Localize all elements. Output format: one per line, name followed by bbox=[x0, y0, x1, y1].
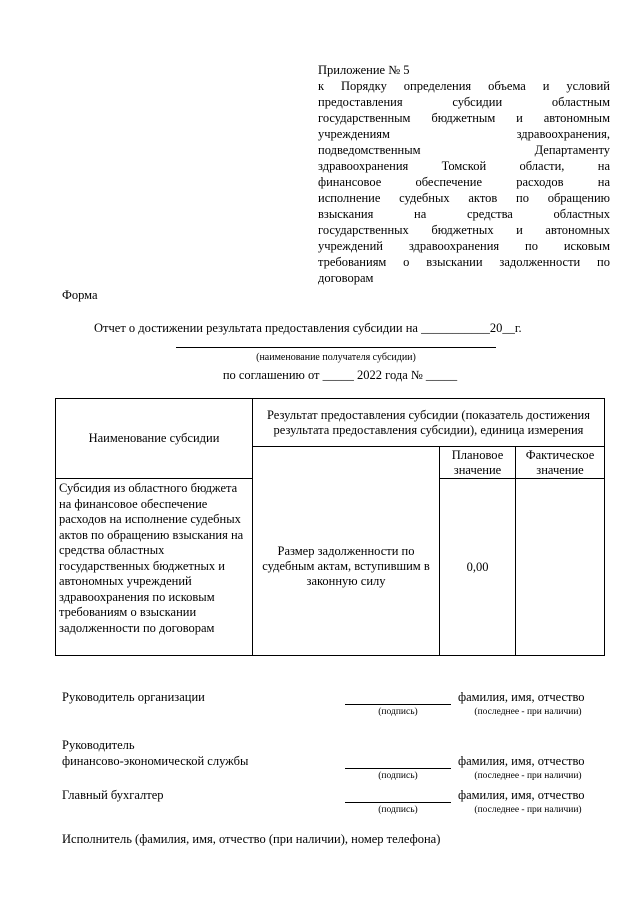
name-placeholder: фамилия, имя, отчество bbox=[458, 788, 585, 802]
appendix-title: Приложение № 5 bbox=[318, 63, 410, 77]
signature-caption: (подпись) bbox=[378, 805, 418, 815]
signature-caption: (подпись) bbox=[378, 707, 418, 717]
cell-actual bbox=[516, 479, 605, 656]
signature-caption: (подпись) bbox=[378, 771, 418, 781]
name-caption: (последнее - при наличии) bbox=[474, 771, 582, 781]
appendix-line: взыскания на средства областных bbox=[318, 207, 610, 221]
appendix-line: государственным бюджетным и автономным bbox=[318, 111, 610, 125]
report-table bbox=[55, 398, 605, 656]
name-caption: (последнее - при наличии) bbox=[474, 805, 582, 815]
cell-result: Размер задолженности по судебным актам, вступившим в законную силу bbox=[253, 479, 440, 656]
signature-line bbox=[345, 704, 451, 705]
header-planned: Плановое значение bbox=[440, 447, 516, 479]
appendix-line: здравоохранения Томской области, на bbox=[318, 159, 610, 173]
signature-line bbox=[345, 768, 451, 769]
head-finance-label-1: Руководитель bbox=[62, 738, 135, 752]
signature-line bbox=[345, 802, 451, 803]
appendix-line: учреждениям здравоохранения, bbox=[318, 127, 610, 141]
appendix-line: исполнение судебных актов по обращению bbox=[318, 191, 610, 205]
appendix-line: к Порядку определения объема и условий bbox=[318, 79, 610, 93]
recipient-name-line bbox=[176, 347, 496, 348]
recipient-caption: (наименование получателя субсидии) bbox=[256, 352, 416, 363]
name-caption: (последнее - при наличии) bbox=[474, 707, 582, 717]
header-result: Результат предоставления субсидии (показатель достижения результата предоставления субсидии), единица измерения bbox=[253, 399, 605, 447]
appendix-line: договорам bbox=[318, 271, 374, 285]
chief-accountant-label: Главный бухгалтер bbox=[62, 788, 164, 802]
head-finance-label-2: финансово-экономической службы bbox=[62, 754, 249, 768]
name-placeholder: фамилия, имя, отчество bbox=[458, 754, 585, 768]
header-actual: Фактическое значение bbox=[516, 447, 605, 479]
agreement-line: по соглашению от _____ 2022 года № _____ bbox=[222, 368, 458, 382]
header-subsidy-name: Наименование субсидии bbox=[56, 399, 253, 479]
cell-subsidy-name: Субсидия из областного бюджета на финансовое обеспечение расходов на исполнение судебных актов по обращению взыскания на средства областных государственных бюджетных и автономных учреждений здравоохранения по исковым требованиям о взыскании задолженности по договорам bbox=[56, 479, 253, 656]
executor-line: Исполнитель (фамилия, имя, отчество (при наличии), номер телефона) bbox=[62, 832, 441, 846]
cell-planned: 0,00 bbox=[440, 479, 516, 656]
report-title: Отчет о достижении результата предоставления субсидии на ___________20__г. bbox=[94, 321, 522, 335]
appendix-line: предоставления субсидии областным bbox=[318, 95, 610, 109]
appendix-line: подведомственным Департаменту bbox=[318, 143, 610, 157]
name-placeholder: фамилия, имя, отчество bbox=[458, 690, 585, 704]
appendix-line: финансовое обеспечение расходов на bbox=[318, 175, 610, 189]
appendix-block bbox=[318, 62, 610, 286]
head-org-label: Руководитель организации bbox=[62, 690, 205, 704]
appendix-line: учреждений здравоохранения по исковым bbox=[318, 239, 610, 253]
appendix-line: государственных бюджетных и автономных bbox=[318, 223, 610, 237]
form-label: Форма bbox=[62, 288, 98, 302]
appendix-line: требованиям о взыскании задолженности по bbox=[318, 255, 610, 269]
